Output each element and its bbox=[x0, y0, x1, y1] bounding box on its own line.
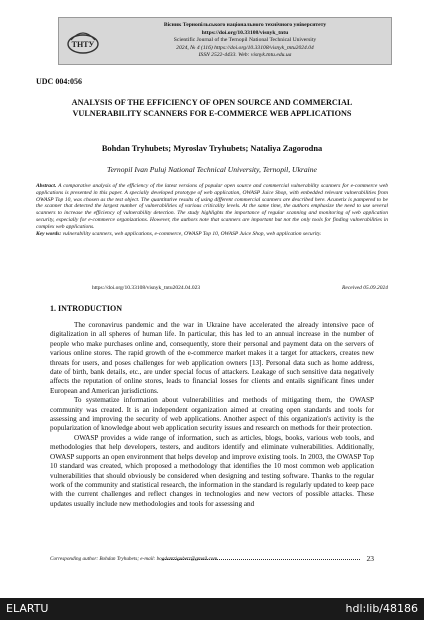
page-number: 23 bbox=[366, 554, 374, 563]
abstract-block bbox=[36, 183, 388, 237]
journal-issue: 2024, № 4 (116) https://doi.org/10.33108/visnyk_tntu2024.04 bbox=[176, 44, 314, 51]
section-heading: 1. INTRODUCTION bbox=[50, 304, 123, 313]
corresponding-author: Corresponding author: Bohdan Tryhubets; e-mail: bogdantrigubetz@gmail.com bbox=[50, 556, 218, 562]
university-logo-icon bbox=[65, 24, 101, 60]
abstract-text: A comparative analysis of the efficiency of the latest versions of popular open source and commercial vulnerability scanners for e-commerce web applications is presented in this paper. A specially developed prototype of web application, OWASP Juice Shop, with embedded relevant vulnerabilities from OWASP Top 10, was chosen as the test object. The quantitative results of using different commercial scanners are described here. Acunetix is pampered to be the scanner that detected the largest number of vulnerabilities of various criticality levels. At the same time, the authors emphasize the need to use several scanners to increase the efficiency of vulnerability detection. The study highlights the importance of regular scanning and monitoring of web application security, especially for e-commerce organizations. However, the authors note that scanners are important but not the only tools for finding vulnerabilities in complex web applications. bbox=[36, 183, 388, 230]
udc-code: UDC 004:056 bbox=[36, 77, 82, 86]
footer-dotted-leader bbox=[162, 559, 360, 560]
keywords-paragraph bbox=[36, 231, 388, 238]
repository-bar bbox=[0, 598, 424, 620]
abstract-paragraph bbox=[36, 183, 388, 231]
body-paragraph: OWASP provides a wide range of information, such as articles, blogs, books, various web tools, and methodologies that help developers, testers, and auditors identify and eliminate vulnerabilities. Additionally, OWASP supports an open environment that helps develop and improve existing tools. In 2003, the OWASP Top 10 standard was created, which proposed a methodology that identifies the 10 most common web application vulnerabilities that should obviously be considered when designing and testing software. Thanks to the regular work of the community and statistical research, the information in the standard is regularly updated to keep pace with the current challenges and reflect changes in technologies and new vectors of possible attacks. These updates usually include new methodologies and tools for assessing and bbox=[50, 433, 374, 508]
repository-name: ELARTU bbox=[6, 602, 49, 615]
article-doi-link[interactable]: https://doi.org/10.33108/visnyk_tntu2024.04.023 bbox=[92, 285, 201, 291]
journal-header bbox=[58, 17, 392, 65]
body-paragraph: The coronavirus pandemic and the war in Ukraine have accelerated the already intensive pace of digitalization in all spheres of human life. In particular, this has led to an annual increase in the number of people who make purchases online and, consequently, store their personal and payment data on the servers of various online stores. The rapid growth of the e-commerce market makes it a target for attackers, creates new threats for users, and poses challenges for web application owners [13]. Personal data such as home address, date of birth, bank details, etc., are under special focus of attackers. Leakage of such sensitive data negatively affects the reputation of online stores, leads to financial losses for clients and entails significant fines under European and American jurisdictions. bbox=[50, 321, 374, 395]
received-date: Received 05.09.2024 bbox=[342, 285, 388, 291]
body-text bbox=[50, 321, 374, 509]
journal-doi-ua[interactable]: https://doi.org/10.33108/visnyk_tntu bbox=[201, 29, 289, 36]
author-affiliation: Ternopil Ivan Puluj National Technical University, Ternopil, Ukraine bbox=[107, 165, 317, 174]
journal-name-ua: Вісник Тернопільського національного технічного університету bbox=[163, 22, 327, 28]
keywords-text: vulnerability scanners, web applications, e-commerce, OWASP Top 10, OWASP Juice Shop, web application security. bbox=[62, 230, 322, 237]
paper-authors: Bohdan Tryhubets; Myroslav Tryhubets; Nataliya Zagorodna bbox=[101, 144, 323, 153]
paper-title: ANALYSIS OF THE EFFICIENCY OF OPEN SOURCE AND COMMERCIAL VULNERABILITY SCANNERS FOR E-COMMERCE WEB APPLICATIONS bbox=[71, 98, 353, 118]
body-paragraph: To systematize information about vulnerabilities and methods of mitigating them, the OWASP community was created. It is an independent organization aimed at creating open standards and tools for assessing and improving the security of web applications. Another aspect of this organization's activity is the popularization of knowledge about web application security issues and research on methods for their protection. bbox=[50, 396, 374, 433]
logo-text: ТНТУ bbox=[71, 40, 95, 49]
abstract-label: Abstract. bbox=[36, 183, 57, 189]
handle-link[interactable]: hdl:lib/48186 bbox=[345, 602, 418, 615]
journal-issn: ISSN 2522-4433. Web: visnyk.tntu.edu.ua bbox=[198, 52, 292, 59]
page-footer bbox=[50, 556, 374, 562]
journal-name-en: Scientific Journal of the Ternopil National Technical University bbox=[173, 37, 317, 44]
keywords-label: Key words: bbox=[36, 230, 62, 237]
